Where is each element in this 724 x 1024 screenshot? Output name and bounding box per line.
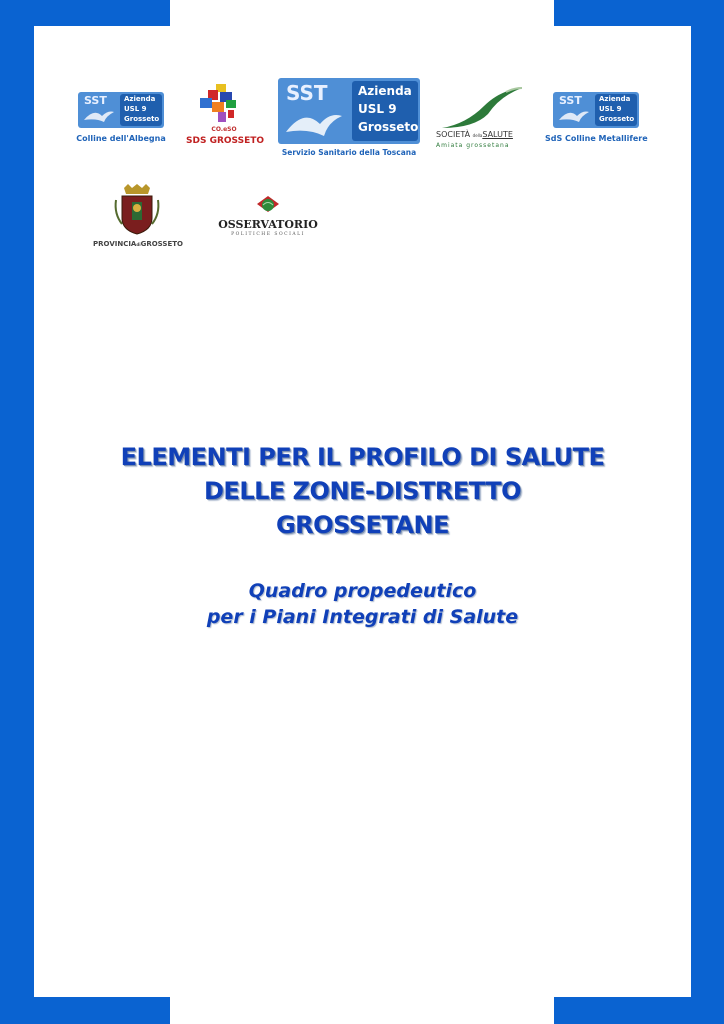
subtitle-line-1: Quadro propedeutico [248,580,477,602]
societa-salute-logo [436,84,526,154]
sst-mark: SST [559,94,582,107]
bird-icon [82,106,116,126]
usl9-albegna-logo [78,92,164,148]
usl-line-3: Grosseto [599,115,635,123]
amiata-label: Amiata grossetana [436,142,510,149]
subtitle-line-2: per i Piani Integrati di Salute [206,606,519,628]
sds-label: SDS GROSSETO [186,136,265,146]
top-border-gap [170,0,554,26]
bottom-border-gap [170,997,554,1024]
di-word: di [136,242,141,247]
societa-word: SOCIETÀ [436,130,471,139]
swoosh-icon [436,84,526,130]
coat-of-arms-icon [112,184,162,236]
sds-grosseto-logo [186,82,265,154]
bird-icon [284,104,344,142]
usl-line-3: Grosseto [124,115,160,123]
usl-line-2: USL 9 [599,105,622,113]
logo-caption: SdS Colline Metallifere [545,134,648,143]
usl9-main-logo [278,78,420,160]
usl-line-3: Grosseto [358,120,419,134]
globe-icon [253,194,283,218]
salute-word: SALUTE [482,130,513,139]
provincia-word: PROVINCIA [93,240,137,248]
usl-line-2: USL 9 [358,102,397,116]
sst-mark: SST [286,81,328,105]
title-line-2: DELLE ZONE-DISTRETTO [204,477,521,505]
usl-line-1: Azienda [599,95,631,103]
provincia-label [90,240,186,248]
societa-title [436,130,526,139]
bird-icon [557,106,591,126]
provincia-grosseto-logo [90,184,186,254]
logo-caption: Colline dell'Albegna [76,134,166,143]
usl-line-2: USL 9 [124,105,147,113]
politiche-sociali-label: POLITICHE SOCIALI [231,232,305,237]
document-subtitle [34,578,691,630]
sst-mark: SST [84,94,107,107]
logo-caption: Servizio Sanitario della Toscana [281,148,417,157]
usl-line-1: Azienda [124,95,156,103]
usl-line-1: Azienda [358,84,412,98]
coeso-label: CO.eSO [211,126,237,133]
title-line-3: GROSSETANE [275,511,450,539]
osservatorio-label: OSSERVATORIO [218,218,318,231]
usl9-metallifere-logo [545,92,648,148]
title-line-1: ELEMENTI PER IL PROFILO DI SALUTE [120,443,605,471]
della-word: della [472,133,483,138]
puzzle-blocks-icon [186,82,262,128]
grosseto-word: GROSSETO [140,240,183,248]
document-title [34,440,691,542]
osservatorio-logo [212,194,324,240]
